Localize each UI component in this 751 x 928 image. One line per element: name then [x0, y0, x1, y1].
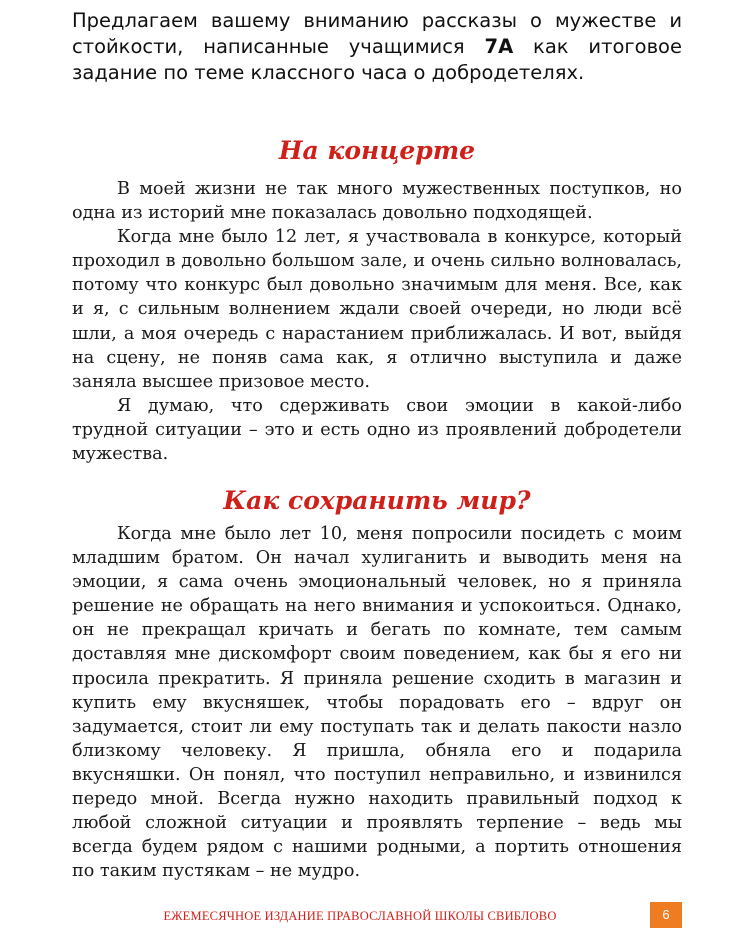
story-title-concert: На концерте — [278, 136, 476, 165]
story-paragraph: В моей жизни не так много мужественных поступков, но одна из историй мне показалась довольно подходящей. — [72, 179, 682, 224]
page-number-badge: 6 — [650, 902, 682, 928]
story-title-peace: Как сохранить мир? — [223, 486, 531, 515]
footer-publication: ЕЖЕМЕСЯЧНОЕ ИЗДАНИЕ ПРАВОСЛАВНОЙ ШКОЛЫ СВИБЛОВО — [163, 909, 557, 923]
story-paragraph: Я думаю, что сдерживать свои эмоции в какой-либо трудной ситуации – это и есть одно из проявлений добродетели мужества. — [72, 395, 682, 465]
intro-text-before: Предлагаем вашему вниманию рассказы о мужестве и стойкости, написанные учащимися — [72, 9, 682, 58]
intro-paragraph — [72, 8, 682, 86]
intro-text-after: как итоговое задание по теме классного часа о добродетелях. — [72, 35, 682, 84]
story-concert — [72, 177, 682, 466]
story-paragraph: Когда мне было 12 лет, я участвовала в конкурсе, который проходил в довольно большом зале, и очень сильно волновалась, потому что конкурс был довольно значимым для меня. Все, как и я, с сильным волнением ждали своей очереди, но люди всё шли, а моя очередь с нарастанием приближалась. И вот, выйдя на сцену, не поняв сама как, я отлично выступила и даже заняла высшее призовое место. — [72, 227, 682, 392]
intro-class-name: 7А — [484, 35, 514, 58]
story-peace — [72, 522, 682, 883]
story-paragraph: Когда мне было лет 10, меня попросили посидеть с моим младшим братом. Он начал хулиганить и выводить меня на эмоции, я сама очень эмоциональный человек, но я приняла решение не обращать на него внимания и успокоиться. Однако, он не прекращал кричать и бегать по комнате, тем самым доставляя мне дискомфорт своим поведением, как бы я его ни просила прекратить. Я приняла решение сходить в магазин и купить ему вкусняшек, чтобы порадовать его – вдруг он задумается, стоит ли ему поступать так и делать пакости назло близкому человеку. Я пришла, обняла его и подарила вкусняшки. Он понял, что поступил неправильно, и извинился передо мной. Всегда нужно находить правильный подход к любой сложной ситуации и проявлять терпение – ведь мы всегда будем рядом с нашими родными, а портить отношения по таким пустякам – не мудро. — [72, 524, 682, 882]
